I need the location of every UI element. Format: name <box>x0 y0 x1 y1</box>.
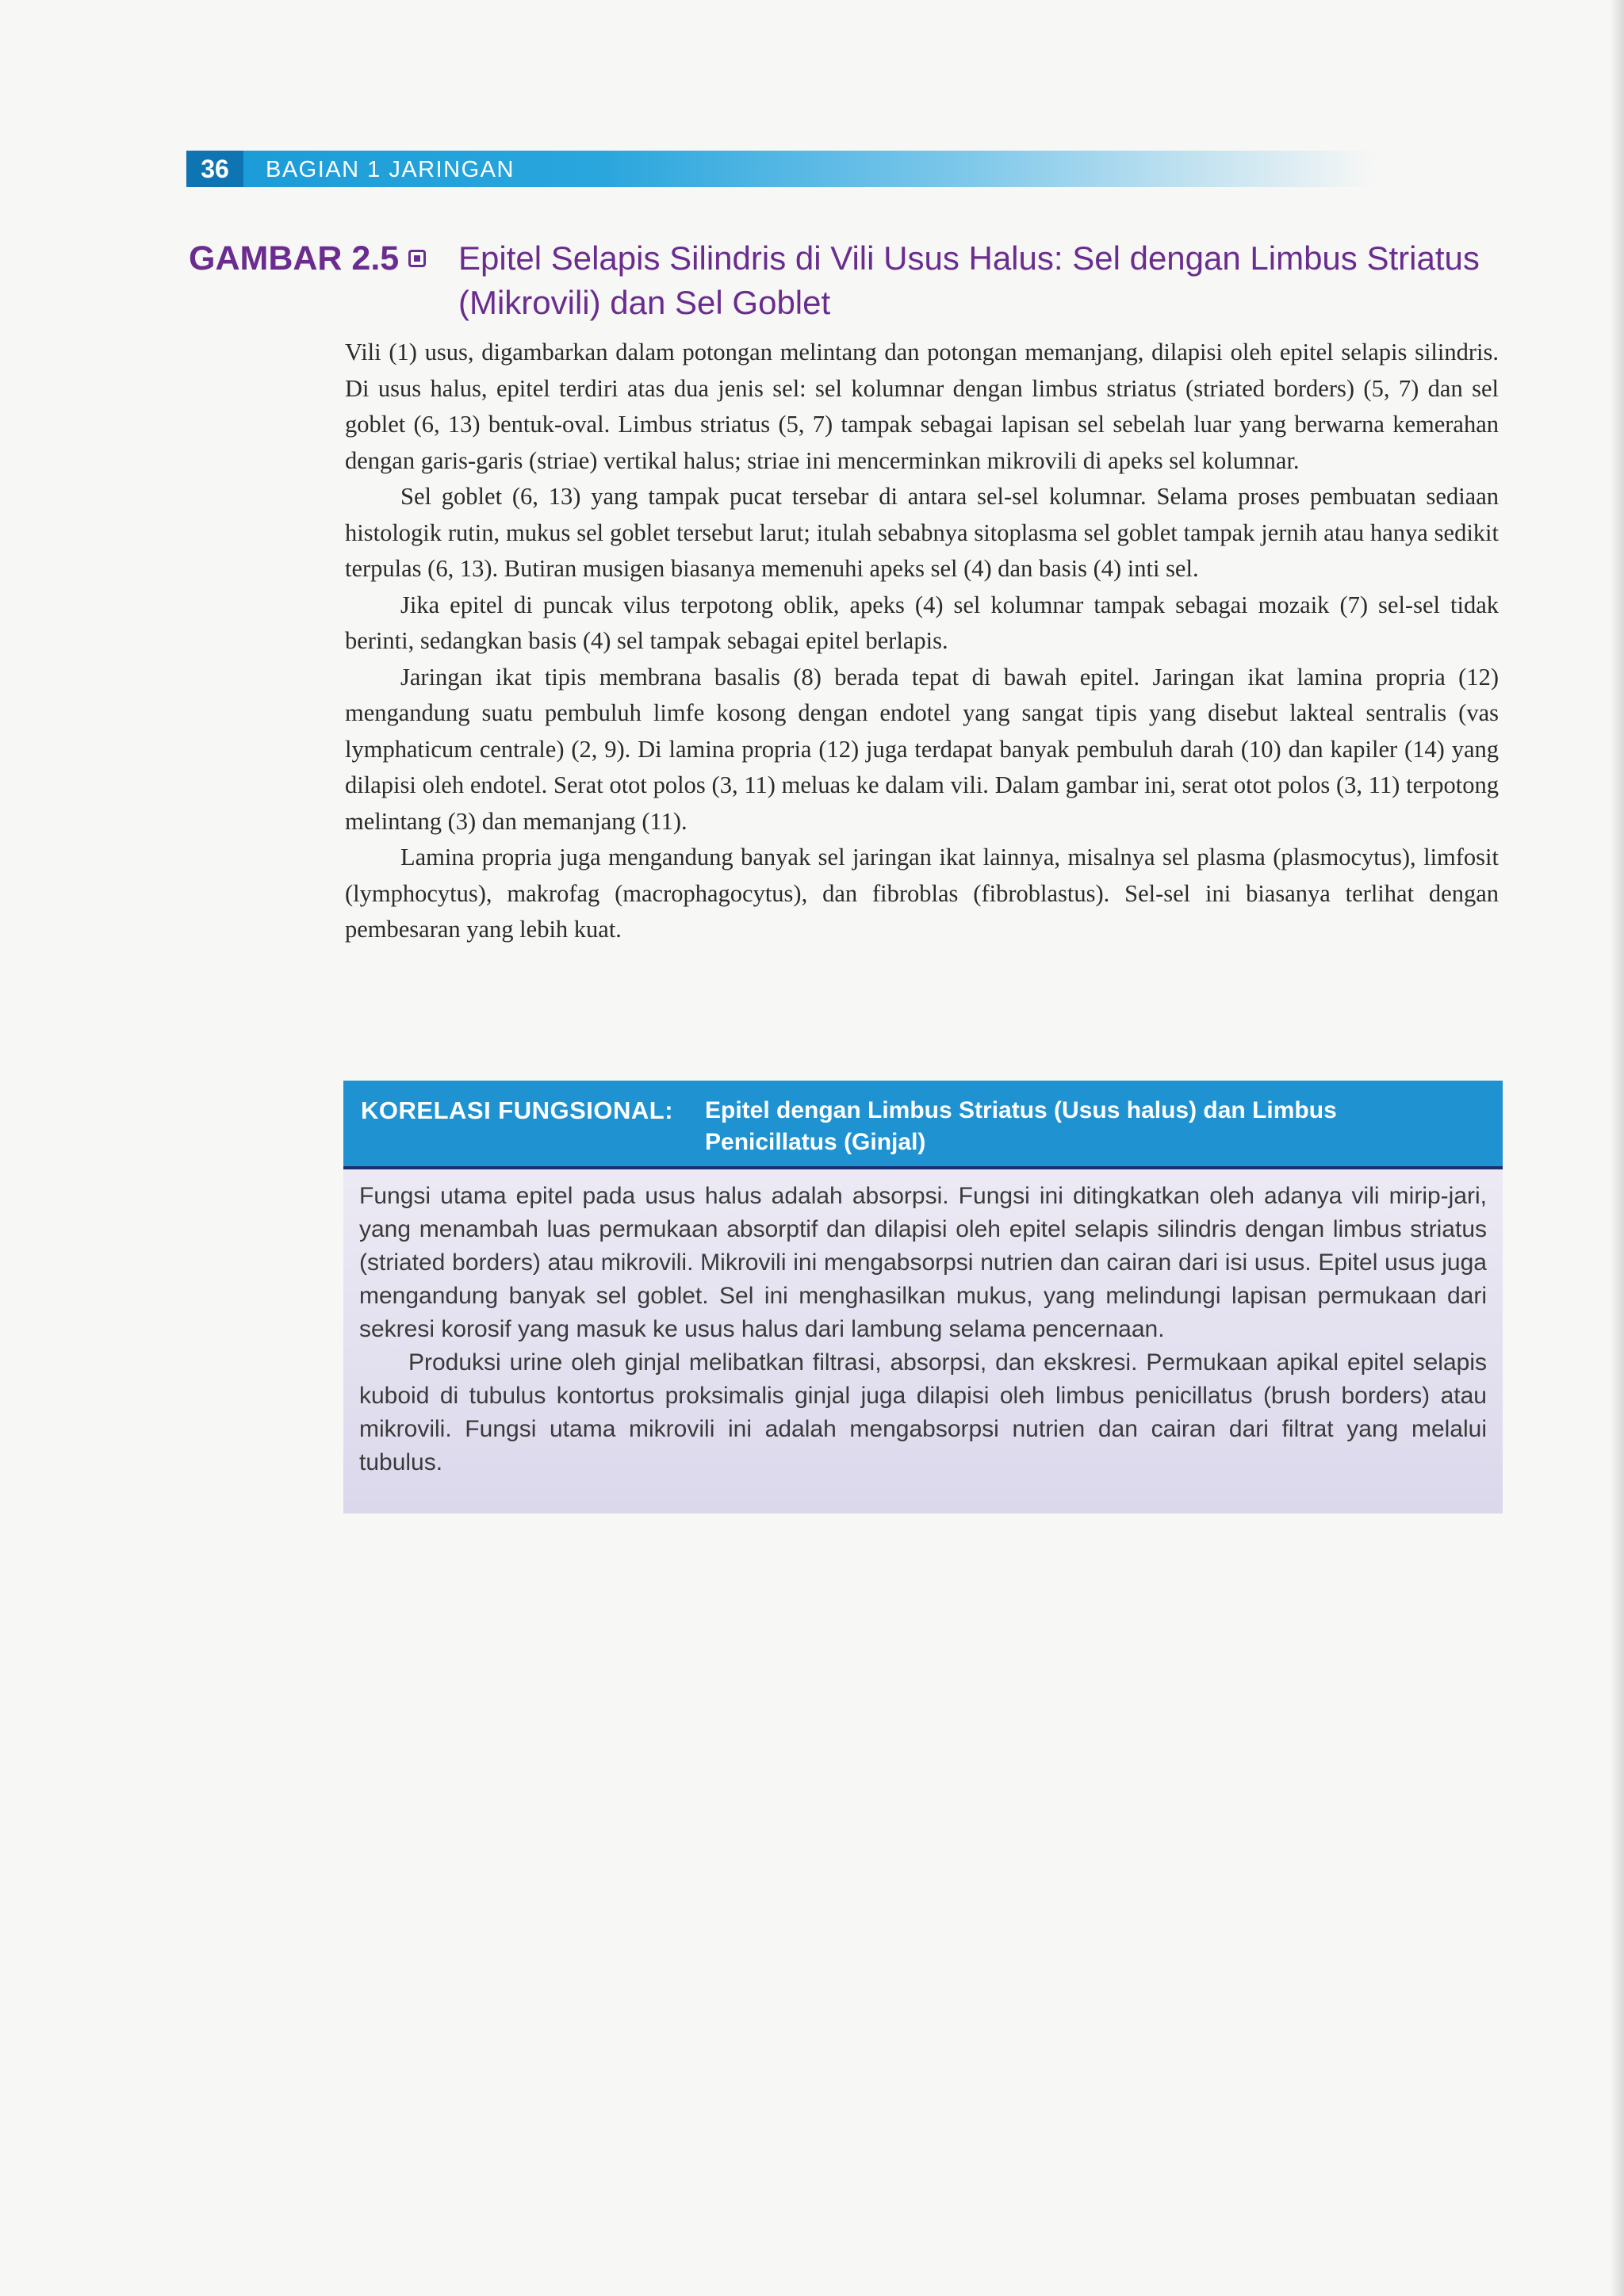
body-paragraph-2: Sel goblet (6, 13) yang tampak pucat tersebar di antara sel-sel kolumnar. Selama proses pembuatan sediaan histologik rutin, mukus sel goblet tersebut larut; itulah sebabnya sitoplasma sel goblet tampak jernih atau hanya sedikit terpulas (6, 13). Butiran musigen biasanya memenuhi apeks sel (4) dan basis (4) inti sel. <box>345 483 1499 582</box>
callout-paragraph-1: Fungsi utama epitel pada usus halus adalah absorpsi. Fungsi ini ditingkatkan oleh adanya vili mirip-jari, yang menambah luas permukaan absorptif dan dilapisi oleh epitel selapis silindris dengan limbus striatus (striated borders) atau mikrovili. Mikrovili ini mengabsorpsi nutrien dan cairan dari isi usus. Epitel usus juga mengandung banyak sel goblet. Sel ini menghasilkan mukus, yang melindungi lapisan permukaan dari sekresi korosif yang masuk ke usus halus dari lambung selama pencernaan. <box>359 1183 1487 1342</box>
figure-title: Epitel Selapis Silindris di Vili Usus Halus: Sel dengan Limbus Striatus (Mikrovili) dan Sel Goblet <box>458 239 1480 321</box>
page-edge-shadow <box>1610 0 1624 2296</box>
running-header <box>186 151 1376 187</box>
figure-label: GAMBAR 2.5 <box>189 239 400 277</box>
callout-title: Epitel dengan Limbus Striatus (Usus halus) dan Limbus Penicillatus (Ginjal) <box>705 1097 1337 1155</box>
callout-body <box>359 1180 1487 1479</box>
body-text <box>345 335 1499 948</box>
body-paragraph-1: Vili (1) usus, digambarkan dalam potongan melintang dan potongan memanjang, dilapisi oleh epitel selapis silindris. Di usus halus, epitel terdiri atas dua jenis sel: sel kolumnar dengan limbus striatus (striated borders) (5, 7) dan sel goblet (6, 13) bentuk-oval. Limbus striatus (5, 7) tampak sebagai lapisan sel sebelah luar yang berwarna kemerahan dengan garis-garis (striae) vertikal halus; striae ini mencerminkan mikrovili di apeks sel kolumnar. <box>345 339 1499 474</box>
section-label: BAGIAN 1 JARINGAN <box>266 157 515 182</box>
body-paragraph-5: Lamina propria juga mengandung banyak sel jaringan ikat lainnya, misalnya sel plasma (plasmocytus), limfosit (lymphocytus), makrofag (macrophagocytus), dan fibroblas (fibroblastus). Sel-sel ini biasanya terlihat dengan pembesaran yang lebih kuat. <box>345 844 1499 943</box>
page-number: 36 <box>186 151 243 187</box>
body-paragraph-4: Jaringan ikat tipis membrana basalis (8) berada tepat di bawah epitel. Jaringan ikat lamina propria (12) mengandung suatu pembuluh limfe kosong dengan endotel yang sangat tipis yang disebut lakteal sentralis (vas lymphaticum centrale) (2, 9). Di lamina propria (12) juga terdapat banyak pembuluh darah (10) dan kapiler (14) yang dilapisi oleh endotel. Serat otot polos (3, 11) meluas ke dalam vili. Dalam gambar ini, serat otot polos (3, 11) terpotong melintang (3) dan memanjang (11). <box>345 663 1499 835</box>
callout-paragraph-2: Produksi urine oleh ginjal melibatkan filtrasi, absorpsi, dan ekskresi. Permukaan apikal epitel selapis kuboid di tubulus kontortus proksimalis ginjal juga dilapisi oleh limbus penicillatus (brush borders) atau mikrovili. Fungsi utama mikrovili ini adalah mengabsorpsi nutrien dan cairan dari filtrat yang melalui tubulus. <box>359 1349 1487 1475</box>
figure-marker-icon <box>408 250 426 267</box>
callout-label: KORELASI FUNGSIONAL: <box>361 1096 674 1124</box>
body-paragraph-3: Jika epitel di puncak vilus terpotong oblik, apeks (4) sel kolumnar tampak sebagai mozaik (7) sel-sel tidak berinti, sedangkan basis (4) sel tampak sebagai epitel berlapis. <box>345 591 1499 654</box>
callout-header <box>343 1081 1503 1169</box>
functional-correlation-box <box>343 1081 1503 1513</box>
